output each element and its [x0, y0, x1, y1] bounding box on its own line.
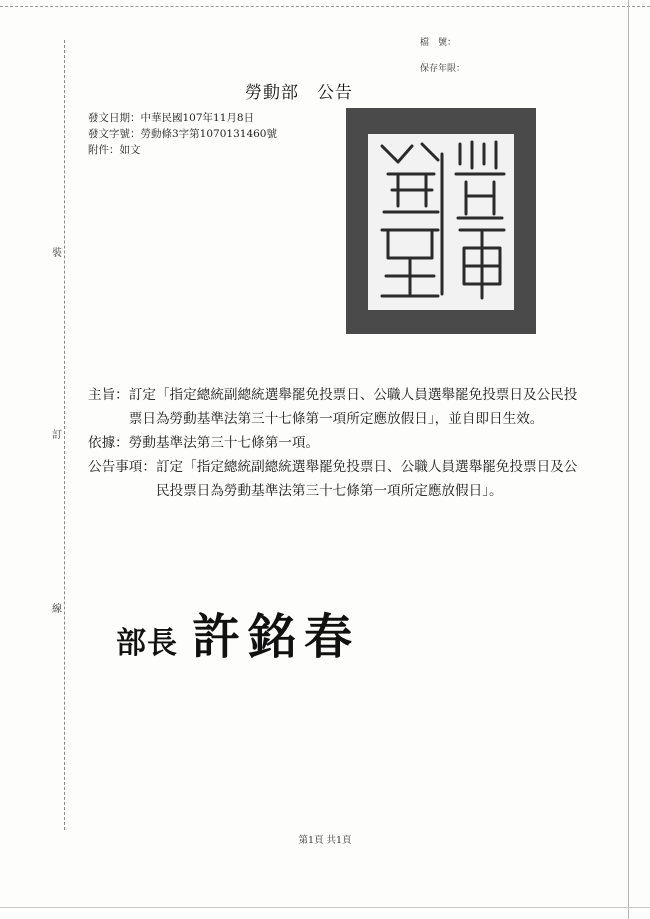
file-number-row [420, 30, 471, 56]
attachment-row [88, 142, 277, 158]
basis-text: 勞動基準法第三十七條第一項。 [128, 435, 320, 451]
notice-paragraph [88, 455, 578, 503]
binding-line [64, 40, 65, 830]
agency-name: 勞動部 [245, 83, 299, 103]
file-number-label: 檔 號： [420, 38, 457, 48]
signature-block [116, 598, 360, 667]
subject-label: 主旨： [88, 387, 129, 403]
issue-date: 中華民國107年11月8日 [140, 112, 255, 124]
doc-type: 公告 [317, 83, 353, 103]
scan-edge-top [0, 6, 650, 8]
binding-mark-xian: 線 [52, 604, 62, 615]
document-meta [88, 110, 277, 158]
signer-title: 部長 [116, 626, 178, 661]
subject-paragraph [88, 383, 578, 431]
basis-paragraph [88, 431, 578, 455]
official-seal [346, 108, 536, 334]
notice-body [88, 383, 578, 503]
attachment-label: 附件： [88, 144, 120, 156]
issue-date-row [88, 110, 277, 126]
retention-label: 保存年限： [420, 64, 466, 74]
scan-edge-right [628, 0, 630, 919]
doc-number-label: 發文字號： [88, 128, 141, 140]
seal-face [368, 134, 514, 310]
retention-row [420, 56, 471, 82]
doc-number: 勞動條3字第1070131460號 [140, 128, 277, 140]
page-footer: 第1頁 共1頁 [298, 835, 352, 846]
basis-label: 依據： [88, 435, 129, 451]
attachment: 如文 [119, 144, 141, 156]
signer-name: 許銘春 [192, 609, 361, 665]
doc-number-row [88, 126, 277, 142]
scan-edge-bottom [0, 907, 650, 909]
seal-script-glyphs [368, 134, 514, 310]
issue-date-label: 發文日期： [88, 112, 141, 124]
binding-mark-zhuang: 裝 [52, 248, 62, 259]
notice-text: 訂定「指定總統副總統選舉罷免投票日、公職人員選舉罷免投票日及公民投票日為勞動基準法第三十七條第一項所定應放假日」。 [155, 459, 578, 499]
binding-mark-ding: 訂 [52, 430, 62, 441]
document-title [245, 78, 353, 103]
subject-text: 訂定「指定總統副總統選舉罷免投票日、公職人員選舉罷免投票日及公民投票日為勞動基準法第三十七條第一項所定應放假日」，並自即日生效。 [128, 387, 578, 427]
notice-label: 公告事項： [88, 459, 156, 475]
file-info [420, 30, 471, 82]
